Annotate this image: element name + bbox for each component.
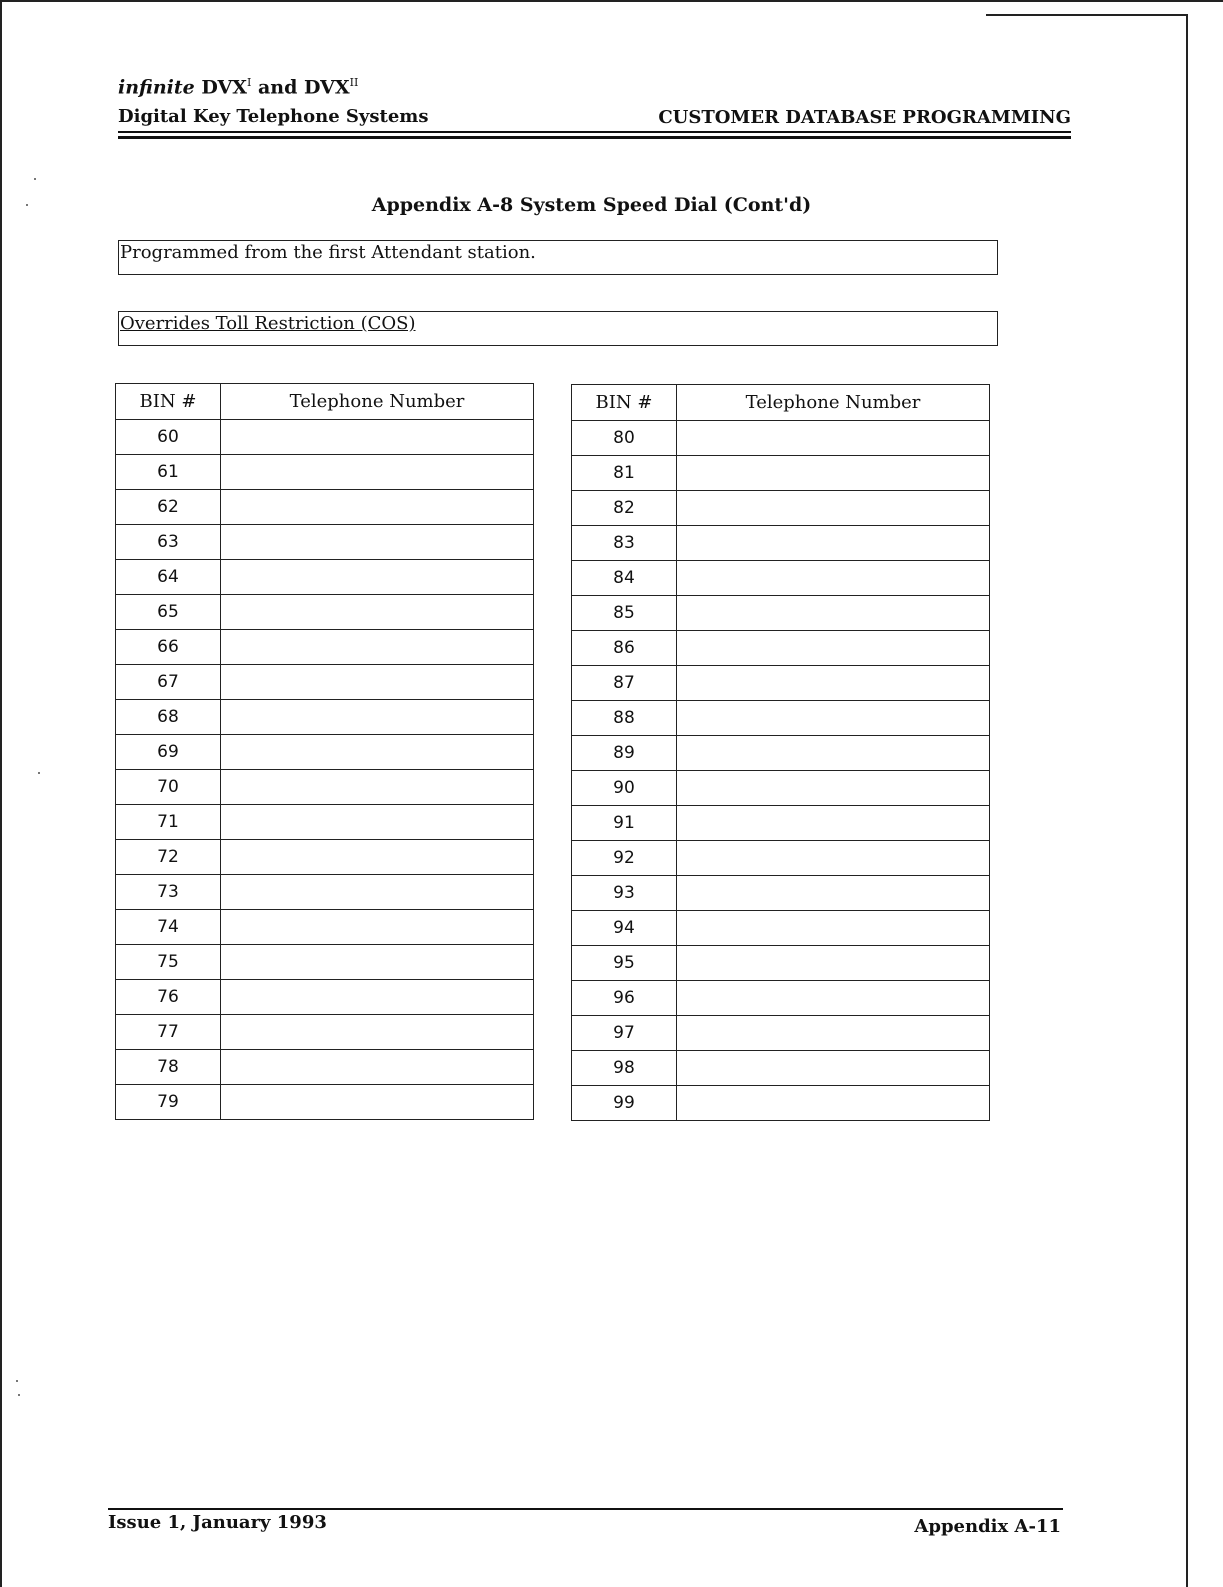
bin-number-cell: 98 bbox=[572, 1051, 677, 1086]
bin-number-cell: 84 bbox=[572, 561, 677, 596]
table-row bbox=[116, 875, 534, 910]
table-row bbox=[116, 840, 534, 875]
product-name bbox=[118, 76, 358, 98]
telephone-number-cell[interactable] bbox=[221, 560, 534, 595]
column-header-telephone: Telephone Number bbox=[677, 385, 990, 421]
header-subtitle: Digital Key Telephone Systems bbox=[118, 106, 429, 127]
table-row bbox=[116, 770, 534, 805]
table-row bbox=[116, 560, 534, 595]
bin-number-cell: 86 bbox=[572, 631, 677, 666]
table-row bbox=[116, 1050, 534, 1085]
telephone-number-cell[interactable] bbox=[677, 456, 990, 491]
bin-number-cell: 87 bbox=[572, 666, 677, 701]
bin-number-cell: 94 bbox=[572, 911, 677, 946]
table-row bbox=[116, 805, 534, 840]
scan-speck bbox=[38, 772, 40, 774]
bin-number-cell: 96 bbox=[572, 981, 677, 1016]
telephone-number-cell[interactable] bbox=[221, 945, 534, 980]
table-row bbox=[116, 420, 534, 455]
table-row bbox=[572, 701, 990, 736]
telephone-number-cell[interactable] bbox=[677, 701, 990, 736]
table-row bbox=[116, 1085, 534, 1120]
header-section-title: CUSTOMER DATABASE PROGRAMMING bbox=[658, 107, 1071, 128]
table-row bbox=[572, 491, 990, 526]
telephone-number-cell[interactable] bbox=[221, 805, 534, 840]
telephone-number-cell[interactable] bbox=[221, 630, 534, 665]
table-row bbox=[116, 525, 534, 560]
footer-issue: Issue 1, January 1993 bbox=[108, 1512, 327, 1533]
bin-number-cell: 64 bbox=[116, 560, 221, 595]
telephone-number-cell[interactable] bbox=[221, 1015, 534, 1050]
table-row bbox=[116, 490, 534, 525]
bin-number-cell: 78 bbox=[116, 1050, 221, 1085]
telephone-number-cell[interactable] bbox=[677, 911, 990, 946]
product-brand: infinite bbox=[118, 76, 195, 99]
bin-number-cell: 81 bbox=[572, 456, 677, 491]
table-row bbox=[572, 1086, 990, 1121]
table-row bbox=[572, 1016, 990, 1051]
page-title: Appendix A-8 System Speed Dial (Cont'd) bbox=[371, 194, 812, 216]
table-row bbox=[572, 596, 990, 631]
footer-rule bbox=[108, 1508, 1063, 1510]
bin-number-cell: 75 bbox=[116, 945, 221, 980]
table-row bbox=[572, 771, 990, 806]
telephone-number-cell[interactable] bbox=[221, 735, 534, 770]
bin-number-cell: 97 bbox=[572, 1016, 677, 1051]
product-model-sup-2: II bbox=[349, 76, 359, 89]
table-row bbox=[572, 946, 990, 981]
telephone-number-cell[interactable] bbox=[677, 491, 990, 526]
bin-number-cell: 63 bbox=[116, 525, 221, 560]
bin-number-cell: 85 bbox=[572, 596, 677, 631]
telephone-number-cell[interactable] bbox=[677, 666, 990, 701]
table-row bbox=[116, 630, 534, 665]
bin-number-cell: 90 bbox=[572, 771, 677, 806]
table-row bbox=[572, 736, 990, 771]
table-row bbox=[116, 665, 534, 700]
bin-number-cell: 65 bbox=[116, 595, 221, 630]
table-row bbox=[116, 945, 534, 980]
bin-number-cell: 92 bbox=[572, 841, 677, 876]
bin-number-cell: 62 bbox=[116, 490, 221, 525]
scan-top-rule bbox=[986, 14, 1188, 16]
telephone-number-cell[interactable] bbox=[221, 770, 534, 805]
table-row bbox=[572, 806, 990, 841]
speed-dial-table-right bbox=[571, 384, 990, 1121]
header-rule-thick bbox=[118, 136, 1071, 139]
telephone-number-cell[interactable] bbox=[221, 1050, 534, 1085]
table-row bbox=[572, 981, 990, 1016]
scan-edge-rule bbox=[1186, 14, 1188, 1587]
bin-number-cell: 80 bbox=[572, 421, 677, 456]
telephone-number-cell[interactable] bbox=[677, 421, 990, 456]
telephone-number-cell[interactable] bbox=[221, 665, 534, 700]
telephone-number-cell[interactable] bbox=[221, 875, 534, 910]
bin-number-cell: 91 bbox=[572, 806, 677, 841]
telephone-number-cell[interactable] bbox=[221, 490, 534, 525]
table-row bbox=[572, 526, 990, 561]
telephone-number-cell[interactable] bbox=[221, 420, 534, 455]
footer-page-number: Appendix A-11 bbox=[914, 1516, 1061, 1537]
telephone-number-cell[interactable] bbox=[677, 841, 990, 876]
table-row bbox=[116, 980, 534, 1015]
bin-number-cell: 79 bbox=[116, 1085, 221, 1120]
table-row bbox=[116, 700, 534, 735]
telephone-number-cell[interactable] bbox=[221, 840, 534, 875]
bin-number-cell: 74 bbox=[116, 910, 221, 945]
bin-number-cell: 67 bbox=[116, 665, 221, 700]
bin-number-cell: 60 bbox=[116, 420, 221, 455]
table-header-row bbox=[116, 384, 534, 420]
bin-number-cell: 61 bbox=[116, 455, 221, 490]
table-row bbox=[116, 735, 534, 770]
table-row bbox=[572, 631, 990, 666]
telephone-number-cell[interactable] bbox=[221, 1085, 534, 1120]
telephone-number-cell[interactable] bbox=[221, 595, 534, 630]
column-header-telephone: Telephone Number bbox=[221, 384, 534, 420]
table-row bbox=[572, 666, 990, 701]
bin-number-cell: 95 bbox=[572, 946, 677, 981]
telephone-number-cell[interactable] bbox=[677, 1016, 990, 1051]
bin-number-cell: 88 bbox=[572, 701, 677, 736]
bin-number-cell: 83 bbox=[572, 526, 677, 561]
product-model: DVX bbox=[201, 76, 248, 99]
note-overrides: Overrides Toll Restriction (COS) bbox=[118, 311, 998, 346]
speed-dial-table-left bbox=[115, 383, 534, 1120]
bin-number-cell: 70 bbox=[116, 770, 221, 805]
telephone-number-cell[interactable] bbox=[221, 700, 534, 735]
telephone-number-cell[interactable] bbox=[677, 596, 990, 631]
bin-number-cell: 68 bbox=[116, 700, 221, 735]
bin-number-cell: 99 bbox=[572, 1086, 677, 1121]
telephone-number-cell[interactable] bbox=[221, 980, 534, 1015]
scan-speck bbox=[34, 178, 36, 180]
product-model-sup-1: I bbox=[247, 76, 252, 89]
telephone-number-cell[interactable] bbox=[677, 876, 990, 911]
table-row bbox=[572, 911, 990, 946]
telephone-number-cell[interactable] bbox=[677, 771, 990, 806]
telephone-number-cell[interactable] bbox=[221, 455, 534, 490]
bin-number-cell: 71 bbox=[116, 805, 221, 840]
telephone-number-cell[interactable] bbox=[677, 806, 990, 841]
telephone-number-cell[interactable] bbox=[677, 1086, 990, 1121]
table-row bbox=[572, 421, 990, 456]
product-model-and: and DVX bbox=[258, 76, 350, 99]
telephone-number-cell[interactable] bbox=[677, 1051, 990, 1086]
telephone-number-cell[interactable] bbox=[221, 910, 534, 945]
column-header-bin: BIN # bbox=[572, 385, 677, 421]
telephone-number-cell[interactable] bbox=[677, 631, 990, 666]
telephone-number-cell[interactable] bbox=[677, 736, 990, 771]
bin-number-cell: 73 bbox=[116, 875, 221, 910]
bin-number-cell: 69 bbox=[116, 735, 221, 770]
table-row bbox=[572, 456, 990, 491]
bin-number-cell: 82 bbox=[572, 491, 677, 526]
telephone-number-cell[interactable] bbox=[677, 946, 990, 981]
telephone-number-cell[interactable] bbox=[677, 561, 990, 596]
bin-number-cell: 89 bbox=[572, 736, 677, 771]
bin-number-cell: 77 bbox=[116, 1015, 221, 1050]
table-row bbox=[572, 876, 990, 911]
bin-number-cell: 76 bbox=[116, 980, 221, 1015]
bin-number-cell: 72 bbox=[116, 840, 221, 875]
scan-speck bbox=[18, 1394, 20, 1396]
telephone-number-cell[interactable] bbox=[677, 981, 990, 1016]
table-header-row bbox=[572, 385, 990, 421]
table-row bbox=[116, 910, 534, 945]
table-row bbox=[572, 841, 990, 876]
table-row bbox=[116, 1015, 534, 1050]
scan-speck bbox=[16, 1380, 18, 1382]
table-row bbox=[116, 455, 534, 490]
telephone-number-cell[interactable] bbox=[677, 526, 990, 561]
column-header-bin: BIN # bbox=[116, 384, 221, 420]
table-row bbox=[116, 595, 534, 630]
note-programmed-from: Programmed from the first Attendant station. bbox=[118, 240, 998, 275]
bin-number-cell: 93 bbox=[572, 876, 677, 911]
table-row bbox=[572, 1051, 990, 1086]
header-rule bbox=[118, 131, 1071, 133]
telephone-number-cell[interactable] bbox=[221, 525, 534, 560]
bin-number-cell: 66 bbox=[116, 630, 221, 665]
table-row bbox=[572, 561, 990, 596]
